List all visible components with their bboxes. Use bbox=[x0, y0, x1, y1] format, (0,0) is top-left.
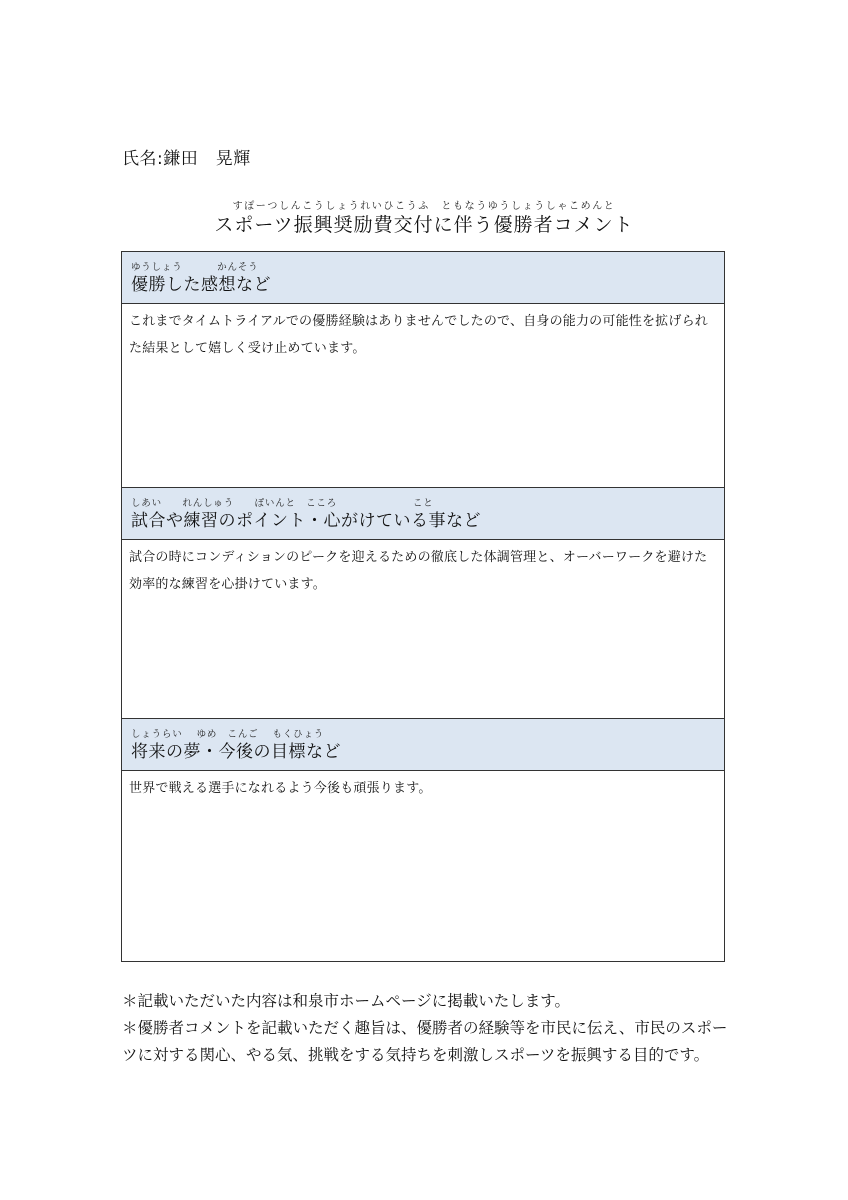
heading-ruby: しょうらい ゆめ こんご もくひょう bbox=[131, 729, 325, 740]
section-body: 世界で戦える選手になれるよう今後も頑張ります。 bbox=[129, 781, 432, 796]
section-header bbox=[122, 719, 724, 771]
section-body: 試合の時にコンディションのピークを迎えるための徹底した体調管理と、オーバーワークを避けた効率的な練習を心掛けています。 bbox=[129, 550, 708, 592]
title-ruby: すぽーつしんこうしょうれいひこうふ ともなうゆうしょうしゃこめんと bbox=[232, 201, 616, 212]
section-header bbox=[122, 488, 724, 540]
footnote: ＊優勝者コメントを記載いただく趣旨は、優勝者の経験等を市民に伝え、市民のスポーツに対する関心、やる気、挑戦をする気持ちを刺激しスポーツを振興する目的です。 bbox=[122, 1019, 728, 1064]
footnote: ＊記載いただいた内容は和泉市ホームページに掲載いたします。 bbox=[122, 992, 570, 1010]
document-title: スポーツ振興奨励費交付に伴う優勝者コメント bbox=[214, 214, 634, 236]
section-header bbox=[122, 252, 724, 304]
section-future-goals bbox=[121, 718, 725, 962]
section-practice-points bbox=[121, 487, 725, 719]
heading-ruby: ゆうしょう かんそう bbox=[131, 262, 259, 273]
heading-ruby: しあい れんしゅう ぽいんと こころ こと bbox=[131, 498, 434, 509]
document-title-block bbox=[0, 200, 848, 236]
section-impressions bbox=[121, 251, 725, 488]
section-heading: 将来の夢・今後の目標など bbox=[131, 742, 341, 762]
section-heading: 優勝した感想など bbox=[131, 275, 271, 295]
footnotes bbox=[122, 988, 728, 1069]
section-body: これまでタイムトライアルでの優勝経験はありませんでしたので、自身の能力の可能性を拡げられた結果として嬉しく受け止めています。 bbox=[129, 314, 708, 356]
section-heading: 試合や練習のポイント・心がけている事など bbox=[131, 511, 481, 531]
applicant-name: 氏名:鎌田 晃輝 bbox=[122, 149, 251, 169]
